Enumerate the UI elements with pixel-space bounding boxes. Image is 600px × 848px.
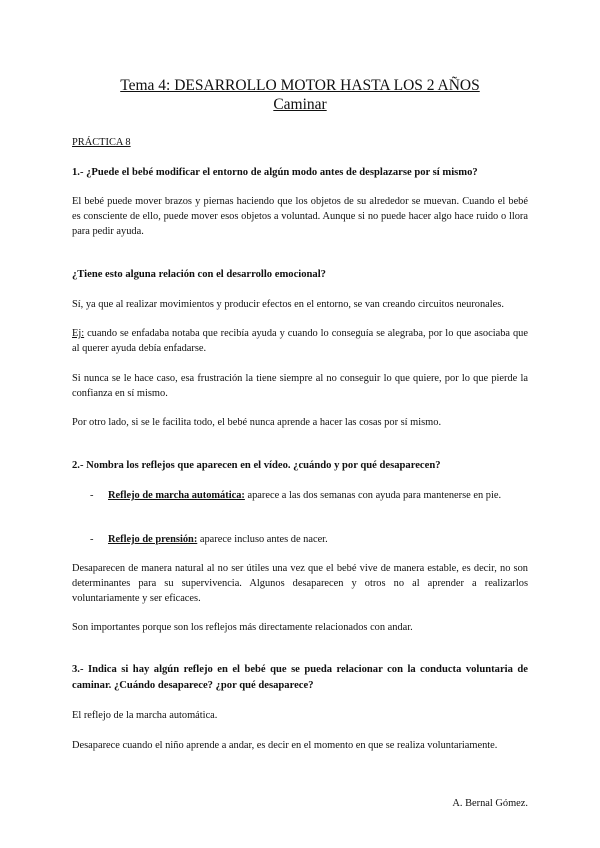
answer-3-paragraph-2: Desaparece cuando el niño aprende a andar, es decir en el momento en que se realiza voluntariamente. [72, 740, 498, 751]
example-text: cuando se enfadaba notaba que recibía ayuda y cuando lo conseguía se alegraba, por lo que asociaba que al querer ayuda debía enfadarse. [72, 328, 528, 354]
answer-1b-paragraph-3: Por otro lado, si se le facilita todo, el bebé nunca aprende a hacer las cosas por sí mismo. [72, 417, 442, 428]
bullet-dash: - [90, 534, 94, 545]
bullet-title: Reflejo de prensión: [108, 534, 198, 545]
bullet-item-2 [90, 532, 528, 547]
answer-1: El bebé puede mover brazos y piernas haciendo que los objetos de su alrededor se muevan. Cuando el bebé es consciente de ello, puede mover esos objetos a voluntad. Aunque si no puede hacer algo hace ruido o llora para pedir ayuda. [72, 196, 528, 237]
practice-label: PRÁCTICA 8 [72, 137, 131, 148]
bullet-text: aparece a las dos semanas con ayuda para mantenerse en pie. [244, 490, 502, 501]
answer-2-paragraph-2: Son importantes porque son los reflejos más directamente relacionados con andar. [72, 622, 413, 633]
question-1b: ¿Tiene esto alguna relación con el desarrollo emocional? [72, 269, 326, 280]
question-3: 3.- Indica si hay algún reflejo en el bebé que se pueda relacionar con la conducta voluntaria de caminar. ¿Cuándo desaparece? ¿por qué desaparece? [72, 664, 528, 691]
answer-1b-paragraph-1: Sí, ya que al realizar movimientos y producir efectos en el entorno, se van creando circuitos neuronales. [72, 299, 504, 310]
example-label: Ej: [72, 328, 85, 339]
question-2: 2.- Nombra los reflejos que aparecen en el vídeo. ¿cuándo y por qué desaparecen? [72, 460, 441, 471]
bullet-dash: - [90, 490, 94, 501]
bullet-title: Reflejo de marcha automática: [108, 490, 245, 501]
author-signature: A. Bernal Gómez. [452, 798, 528, 809]
bullet-text: aparece incluso antes de nacer. [197, 534, 328, 545]
question-1: 1.- ¿Puede el bebé modificar el entorno de algún modo antes de desplazarse por sí mismo? [72, 167, 478, 178]
document-title: Tema 4: DESARROLLO MOTOR HASTA LOS 2 AÑOS [120, 77, 480, 94]
answer-1b-example [72, 326, 528, 356]
bullet-item-1 [90, 488, 528, 503]
document-subtitle: Caminar [273, 96, 327, 113]
answer-1b-paragraph-2: Si nunca se le hace caso, esa frustración la tiene siempre al no conseguir lo que quiere, por lo que pierde la confianza en sí mismo. [72, 373, 528, 399]
answer-2-paragraph-1: Desaparecen de manera natural al no ser útiles una vez que el bebé vive de manera estable, es decir, no son determinantes para su supervivencia. Algunos desaparecen y otros no al aprender a realizarlos voluntariamente y ser eficaces. [72, 563, 528, 604]
answer-3-paragraph-1: El reflejo de la marcha automática. [72, 710, 218, 721]
